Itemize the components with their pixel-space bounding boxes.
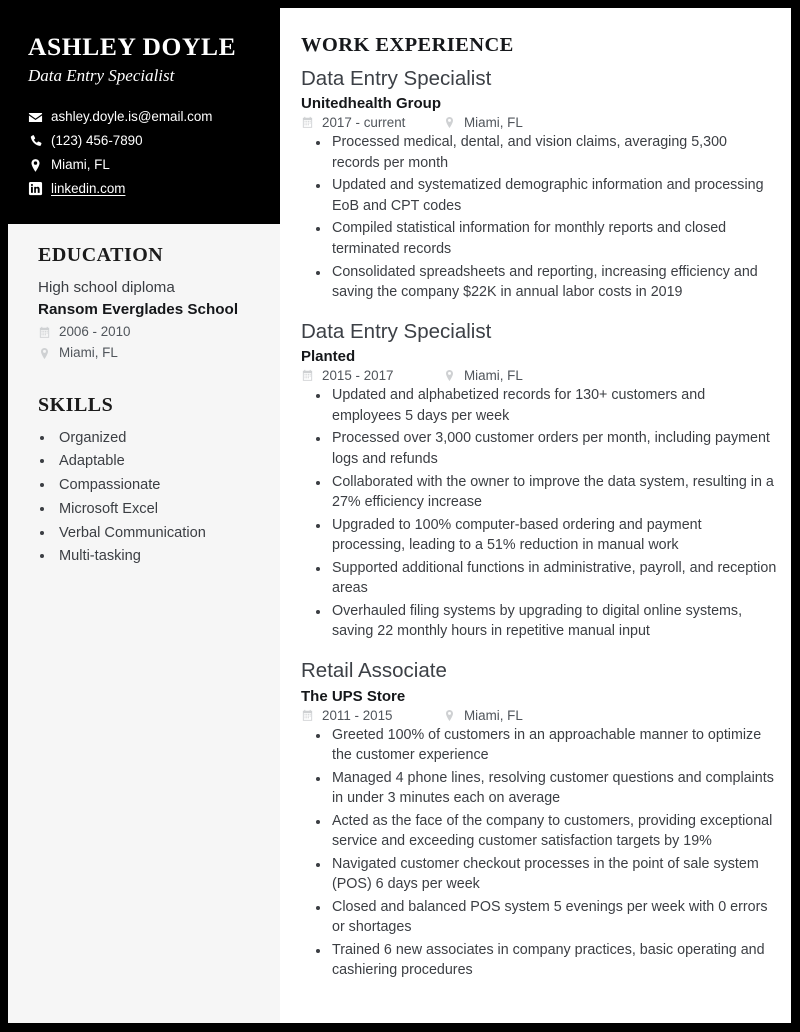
job-meta [301,368,777,383]
job-bullets [301,385,777,641]
job-location: Miami, FL [464,115,523,131]
list-item: • Overhauled filing systems by upgrading to digital online systems, saving 22 monthly hours in repetitive manual input [330,601,777,642]
contact-item-email [28,107,260,128]
job-location-row [443,115,523,130]
job-company: Unitedhealth Group [301,95,441,113]
job-company: Planted [301,348,356,366]
location-pin-icon [38,347,53,360]
list-item: • Consolidated spreadsheets and reporting, increasing efficiency and saving the company $22K in annual labor costs in 2019 [330,262,777,303]
job-location: Miami, FL [464,368,523,384]
location-pin-icon [443,116,458,129]
job-meta [301,708,777,723]
list-item: • Updated and systematized demographic information and processing EoB and CPT codes [330,175,777,216]
list-item: • Verbal Communication [55,522,260,546]
education-dates: 2006 - 2010 [59,324,131,340]
location-pin-icon [28,158,45,173]
education-location-row [38,343,260,363]
list-item: • Processed over 3,000 customer orders per month, including payment logs and refunds [330,428,777,469]
list-item: • Compassionate [55,474,260,498]
job-dates: 2015 - 2017 [322,368,394,384]
job-role: Data Entry Specialist [301,67,492,90]
job-bullets [301,132,777,302]
list-item: • Upgraded to 100% computer-based ordering and payment processing, leading to a 51% reduction in manual work [330,515,777,556]
list-item: • Multi-tasking [55,545,260,569]
candidate-title: Data Entry Specialist [28,66,175,86]
contact-list [28,107,260,199]
header-block [8,8,280,224]
work-experience-heading: WORK EXPERIENCE [301,34,514,56]
list-item: • Organized [55,427,260,451]
resume-page [8,8,791,1023]
job-dates-row [301,115,443,130]
job-dates-row [301,368,443,383]
location-pin-icon [443,369,458,382]
list-item: • Collaborated with the owner to improve the data system, resulting in a 27% efficiency increase [330,472,777,513]
location-pin-icon [443,709,458,722]
contact-linkedin-link[interactable]: linkedin.com [51,180,126,196]
job-entry [301,319,777,641]
job-location: Miami, FL [464,707,523,723]
skills-heading: SKILLS [38,393,114,416]
list-item: • Trained 6 new associates in company practices, basic operating and cashiering procedures [330,940,777,981]
job-dates-row [301,708,443,723]
calendar-icon [38,326,53,339]
list-item: • Closed and balanced POS system 5 evenings per week with 0 errors or shortages [330,897,777,938]
sidebar [8,8,280,1023]
list-item: • Microsoft Excel [55,498,260,522]
main-column [280,8,791,1023]
job-dates: 2017 - current [322,115,406,131]
sidebar-body [8,224,280,589]
list-item: • Managed 4 phone lines, resolving customer questions and complaints in under 3 minutes each on average [330,768,777,809]
calendar-icon [301,369,316,382]
list-item: • Supported additional functions in administrative, payroll, and reception areas [330,558,777,599]
job-entry [301,66,777,302]
education-dates-row [38,322,260,342]
list-item: • Navigated customer checkout processes in the point of sale system (POS) 6 days per week [330,854,777,895]
list-item: • Acted as the face of the company to customers, providing exceptional service and exceeding customer satisfaction targets by 19% [330,811,777,852]
job-meta [301,115,777,130]
education-school: Ransom Everglades School [38,301,239,319]
job-role: Retail Associate [301,659,447,683]
list-item: • Processed medical, dental, and vision claims, averaging 5,300 records per month [330,132,777,173]
contact-email-text: ashley.doyle.is@email.com [51,109,213,125]
contact-item-location [28,155,260,176]
contact-location-text: Miami, FL [51,156,110,172]
list-item: • Greeted 100% of customers in an approachable manner to optimize the customer experience [330,725,777,766]
job-company: The UPS Store [301,687,406,705]
calendar-icon [301,116,316,129]
list-item: • Adaptable [55,450,260,474]
calendar-icon [301,709,316,722]
job-bullets [301,725,777,981]
phone-icon [28,134,45,149]
job-role: Data Entry Specialist [301,320,492,344]
education-location: Miami, FL [59,345,118,361]
job-entry [301,658,777,980]
job-location-row [443,368,523,383]
contact-item-phone [28,131,260,152]
candidate-name: ASHLEY DOYLE [28,32,237,61]
education-heading: EDUCATION [38,244,164,267]
list-item: • Updated and alphabetized records for 130+ customers and employees 5 days per week [330,385,777,426]
contact-phone-text: (123) 456-7890 [51,133,143,148]
contact-item-linkedin[interactable] [28,179,260,200]
education-degree: High school diploma [38,279,175,297]
envelope-icon [28,110,45,125]
list-item: • Compiled statistical information for monthly reports and closed terminated records [330,218,777,259]
job-location-row [443,708,523,723]
linkedin-icon [28,181,45,196]
skills-section [38,394,260,570]
education-section [38,244,260,363]
skills-list [38,427,260,570]
job-dates: 2011 - 2015 [322,707,393,723]
